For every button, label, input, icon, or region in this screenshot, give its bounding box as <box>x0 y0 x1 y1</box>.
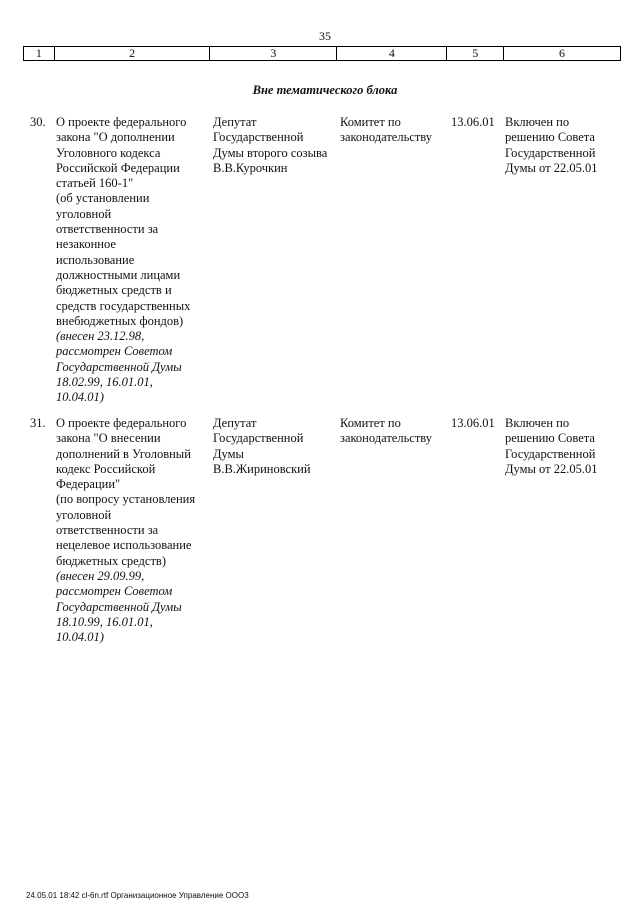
author-line: Государственной <box>213 431 304 446</box>
status-line: Государственной <box>505 446 596 461</box>
title-line: закона "О внесении <box>56 431 161 446</box>
title-line: (об установлении <box>56 191 150 206</box>
title-line: ответственности за <box>56 222 159 237</box>
column-header-6: 6 <box>558 46 565 60</box>
title-line: уголовной <box>56 206 112 221</box>
note-line: (внесен 23.12.98, <box>56 329 145 344</box>
entry-number: 30. <box>30 115 46 129</box>
section-title: Вне тематического блока <box>252 83 398 97</box>
title-line: должностными лицами <box>56 267 181 282</box>
title-line: средств государственных <box>56 298 191 313</box>
note-line: рассмотрен Советом <box>56 344 173 359</box>
title-line: Уголовного кодекса <box>56 145 161 160</box>
title-line: О проекте федерального <box>56 115 187 129</box>
title-line: бюджетных средств и <box>56 283 172 298</box>
status-line: Думы от 22.05.01 <box>505 461 598 476</box>
title-line: кодекс Российской <box>56 461 156 476</box>
page-number: 35 <box>319 29 331 43</box>
title-line: уголовной <box>56 507 112 522</box>
note-line: Государственной Думы <box>56 599 182 614</box>
author-line: Думы <box>213 446 244 461</box>
note-line: Государственной Думы <box>56 359 182 374</box>
entry-title <box>56 115 206 406</box>
title-line: закона "О дополнении <box>56 130 175 145</box>
title-line: внебюджетных фондов) <box>56 313 184 328</box>
title-line: О проекте федерального <box>56 416 187 430</box>
author-line: Депутат <box>213 416 257 430</box>
status-line: решению Совета <box>505 130 595 145</box>
entry-number: 31. <box>30 416 46 430</box>
author-line: Депутат <box>213 115 257 129</box>
column-header-2: 2 <box>55 47 211 60</box>
author-line: Государственной <box>213 130 304 145</box>
note-line: рассмотрен Советом <box>56 584 173 599</box>
note-line: 10.04.01) <box>56 390 104 405</box>
note-line: (внесен 29.09.99, <box>56 568 145 583</box>
title-line: незаконное <box>56 237 116 252</box>
author-line: В.В.Курочкин <box>213 160 288 175</box>
title-line: нецелевое использование <box>56 538 192 553</box>
author-line: В.В.Жириновский <box>213 461 311 476</box>
note-line: 10.04.01) <box>56 630 104 645</box>
note-line: 18.02.99, 16.01.01, <box>56 375 153 390</box>
committee-line: законодательству <box>340 431 433 446</box>
status-line: Думы от 22.05.01 <box>505 160 598 175</box>
entry-committee <box>340 416 445 447</box>
status-line: Государственной <box>505 145 596 160</box>
title-line: дополнений в Уголовный <box>56 446 191 461</box>
entry-committee <box>340 115 445 146</box>
entry-author <box>213 115 338 176</box>
column-header-row <box>23 46 621 61</box>
status-line: Включен по <box>505 115 570 129</box>
title-line: статьей 160-1" <box>56 176 134 191</box>
status-line: решению Совета <box>505 431 595 446</box>
footer-meta: 24.05.01 18:42 cl-6n.rtf Организационное Управление ООО3 <box>26 891 249 900</box>
title-line: Федерации" <box>56 477 121 492</box>
title-line: бюджетных средств) <box>56 553 166 568</box>
title-line: использование <box>56 252 135 267</box>
entry-author <box>213 416 338 477</box>
note-line: 18.10.99, 16.01.01, <box>56 614 153 629</box>
column-header-5: 5 <box>447 47 504 60</box>
title-line: Российской Федерации <box>56 160 180 175</box>
author-line: Думы второго созыва <box>213 145 328 160</box>
committee-line: Комитет по <box>340 115 401 129</box>
column-header-1: 1 <box>24 47 55 60</box>
entry-status <box>505 115 605 176</box>
title-line: (по вопросу установления <box>56 492 196 507</box>
column-header-3: 3 <box>210 47 337 60</box>
committee-line: Комитет по <box>340 416 401 430</box>
entry-date: 13.06.01 <box>451 115 495 129</box>
committee-line: законодательству <box>340 130 433 145</box>
title-line: ответственности за <box>56 523 159 538</box>
status-line: Включен по <box>505 416 570 430</box>
column-header-4: 4 <box>337 47 447 60</box>
entry-title <box>56 416 206 645</box>
entry-date: 13.06.01 <box>451 416 495 430</box>
entry-status <box>505 416 605 477</box>
